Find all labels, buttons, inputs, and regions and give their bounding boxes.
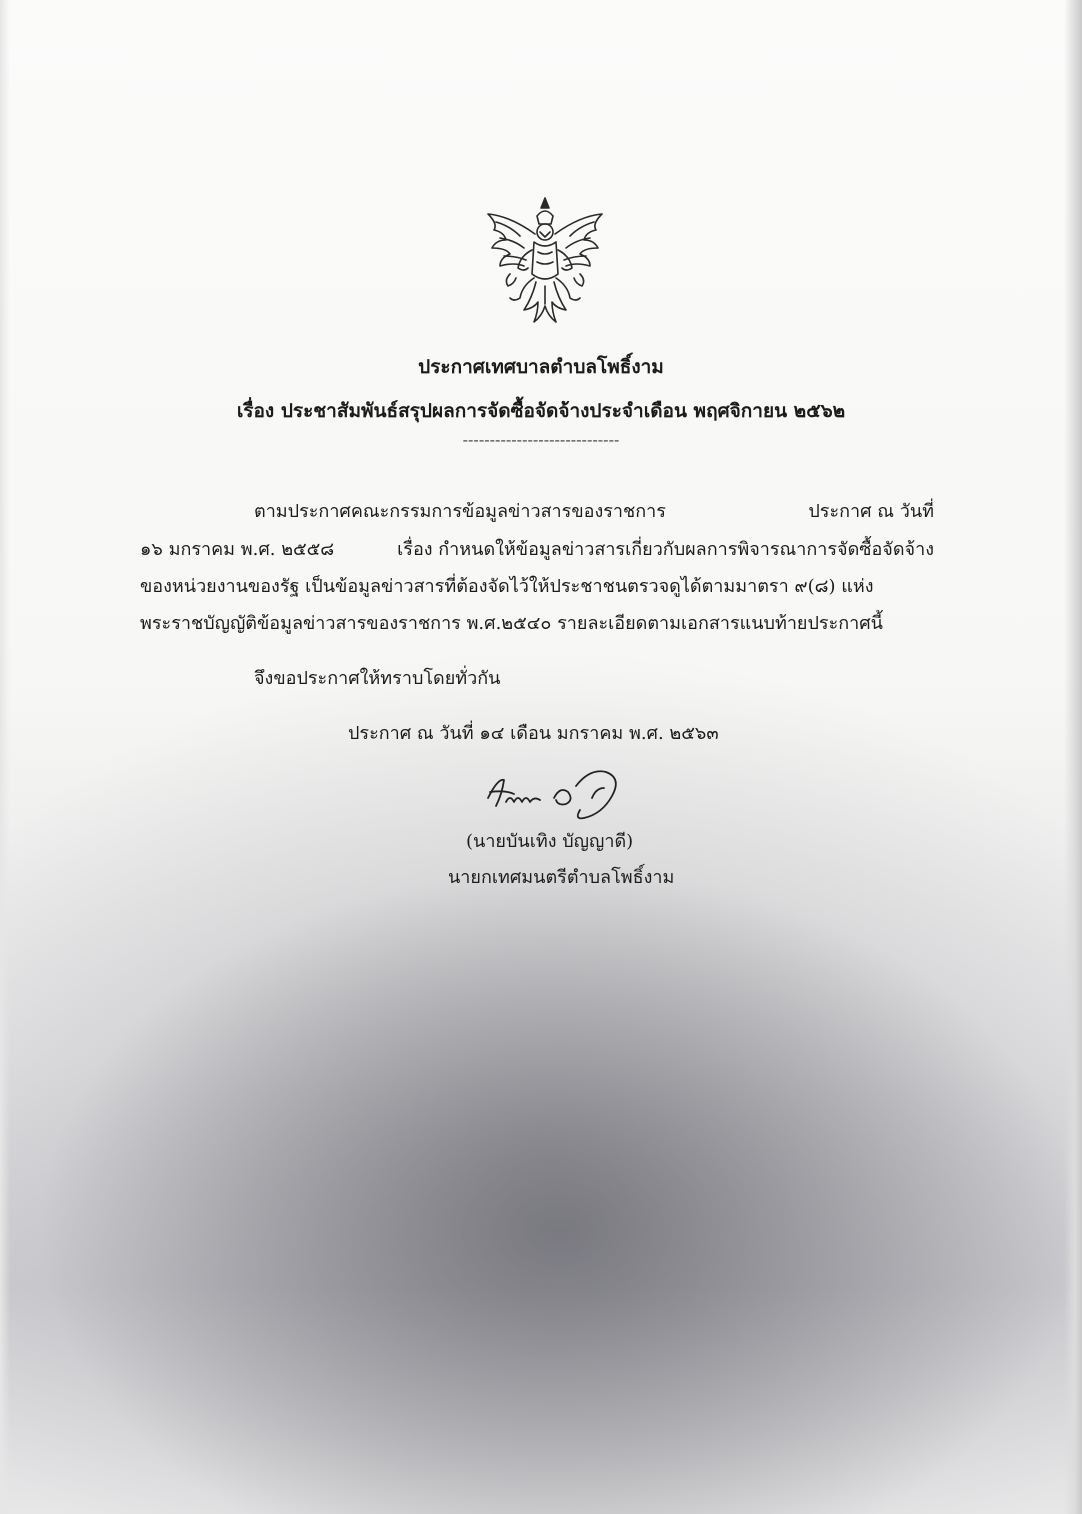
body-line-1-part-a: ตามประกาศคณะกรรมการข้อมูลข่าวสารของราชการ	[254, 501, 666, 522]
body-line-4: พระราชบัญญัติข้อมูลข่าวสารของราชการ พ.ศ.๒๕๔๐ รายละเอียดตามเอกสารแนบท้ายประกาศนี้	[140, 613, 883, 634]
body-line-3: ของหน่วยงานของรัฐ เป็นข้อมูลข่าวสารที่ต้องจัดไว้ให้ประชาชนตรวจดูได้ตามมาตรา ๙(๘) แห่ง	[140, 576, 874, 597]
title-divider: -----------------------------	[462, 430, 620, 449]
announcement-date: ประกาศ ณ วันที่ ๑๔ เดือน มกราคม พ.ศ. ๒๕๖๓	[348, 723, 719, 744]
body-line-1-part-b: ประกาศ ณ วันที่	[808, 501, 934, 522]
body-line-2-part-a: ๑๖ มกราคม พ.ศ. ๒๕๕๘	[140, 539, 335, 560]
garuda-emblem-icon	[480, 194, 610, 330]
body-line-2-part-b: เรื่อง กำหนดให้ข้อมูลข่าวสารเกี่ยวกับผลการพิจารณาการจัดซื้อจัดจ้าง	[397, 539, 934, 560]
handwritten-signature	[484, 758, 644, 828]
paper-edge-right	[1064, 0, 1082, 1514]
body-line-2	[140, 534, 934, 563]
body-line-1	[254, 496, 934, 525]
document-title: ประกาศเทศบาลตำบลโพธิ์งาม	[418, 356, 664, 378]
paper-edge-left	[0, 0, 10, 1514]
signer-name: (นายบันเทิง บัญญาดี)	[466, 831, 634, 852]
document-subject: เรื่อง ประชาสัมพันธ์สรุปผลการจัดซื้อจัดจ้างประจำเดือน พฤศจิกายน ๒๕๖๒	[236, 400, 846, 422]
closing-text: จึงขอประกาศให้ทราบโดยทั่วกัน	[254, 668, 501, 689]
signer-position: นายกเทศมนตรีตำบลโพธิ์งาม	[448, 867, 675, 888]
